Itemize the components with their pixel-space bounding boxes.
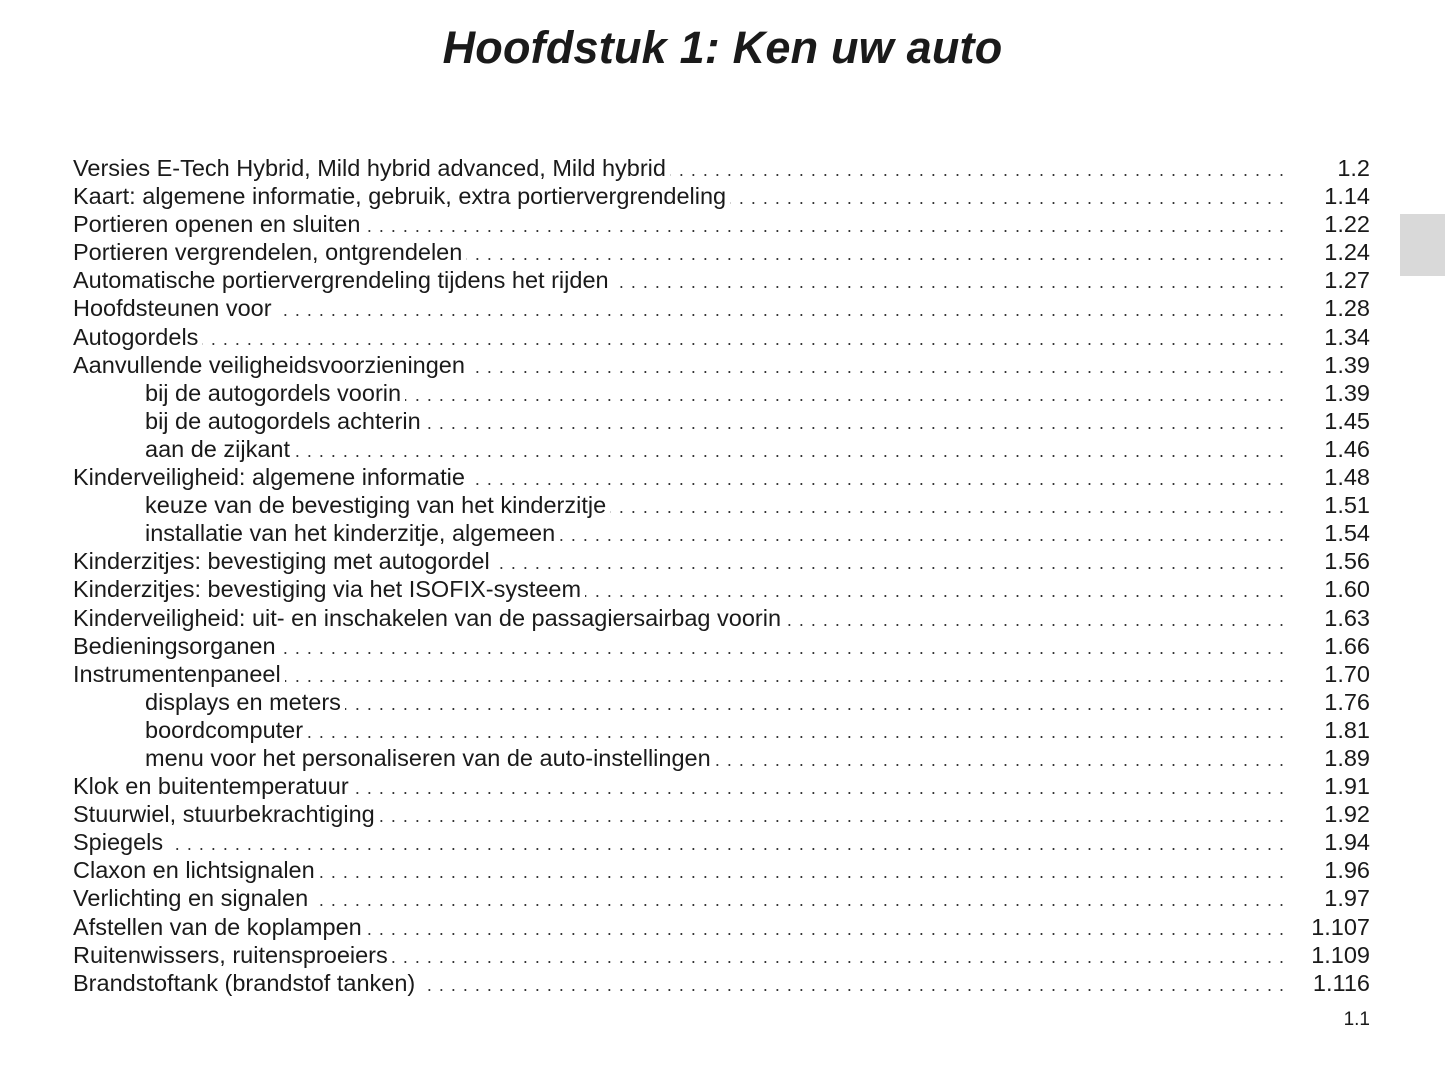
toc-entry-page: 1.76 — [1324, 688, 1370, 715]
toc-entry[interactable] — [73, 632, 1370, 660]
dot-leader — [285, 662, 1284, 690]
dot-leader — [353, 774, 1284, 802]
toc-subentry[interactable] — [73, 744, 1370, 772]
toc-entry-page: 1.91 — [1324, 773, 1370, 800]
toc-entry[interactable] — [73, 800, 1370, 828]
toc-entry[interactable] — [73, 941, 1370, 969]
dot-leader — [785, 606, 1284, 634]
toc-entry[interactable] — [73, 575, 1370, 603]
toc-entry-page: 1.51 — [1324, 492, 1370, 519]
toc-entry-label: boordcomputer — [145, 716, 304, 743]
toc-entry[interactable] — [73, 969, 1370, 997]
toc-entry-label: Instrumentenpaneel — [73, 660, 281, 687]
dot-leader — [294, 437, 1284, 465]
toc-entry-label: bij de autogordels achterin — [145, 407, 421, 434]
toc-entry-label: keuze van de bevestiging van het kinderzitje — [145, 492, 607, 519]
toc-entry-label: Kinderzitjes: bevestiging via het ISOFIX-systeem — [73, 576, 582, 603]
toc-entry-page: 1.81 — [1324, 716, 1370, 743]
toc-entry-label: Automatische portiervergrendeling tijdens het rijden — [73, 267, 609, 294]
toc-entry-label: Stuurwiel, stuurbekrachtiging — [73, 801, 375, 828]
toc-entry[interactable] — [73, 238, 1370, 266]
toc-entry-label: menu voor het personaliseren van de auto-instellingen — [145, 744, 711, 771]
toc-entry-label: installatie van het kinderzitje, algemeen — [145, 520, 556, 547]
toc-subentry[interactable] — [73, 435, 1370, 463]
toc-entry[interactable] — [73, 351, 1370, 379]
toc-entry-page: 1.14 — [1324, 183, 1370, 210]
toc-entry[interactable] — [73, 913, 1370, 941]
dot-leader — [425, 409, 1284, 437]
toc-entry-label: Portieren vergrendelen, ontgrendelen — [73, 239, 463, 266]
dot-leader — [276, 296, 1284, 324]
dot-leader — [494, 549, 1284, 577]
page-number: 1.1 — [1343, 1009, 1370, 1030]
dot-leader — [613, 268, 1284, 296]
toc-entry-page: 1.48 — [1324, 464, 1370, 491]
toc-entry-page: 1.39 — [1324, 379, 1370, 406]
toc-entry-label: Spiegels — [73, 829, 164, 856]
toc-subentry[interactable] — [73, 716, 1370, 744]
toc-entry-page: 1.24 — [1324, 239, 1370, 266]
toc-entry-page: 1.116 — [1312, 969, 1370, 996]
toc-entry-page: 1.63 — [1324, 604, 1370, 631]
dot-leader — [610, 493, 1284, 521]
dot-leader — [419, 971, 1284, 999]
dot-leader — [167, 830, 1284, 858]
toc-entry[interactable] — [73, 660, 1370, 688]
toc-entry-page: 1.34 — [1324, 323, 1370, 350]
dot-leader — [559, 521, 1284, 549]
toc-entry[interactable] — [73, 604, 1370, 632]
toc-entry-page: 1.45 — [1324, 407, 1370, 434]
toc-entry-label: Brandstoftank (brandstof tanken) — [73, 969, 416, 996]
toc-entry-page: 1.109 — [1311, 941, 1370, 968]
toc-entry[interactable] — [73, 182, 1370, 210]
toc-entry[interactable] — [73, 856, 1370, 884]
toc-entry-page: 1.28 — [1324, 295, 1370, 322]
toc-entry-page: 1.89 — [1324, 744, 1370, 771]
toc-entry-label: Kaart: algemene informatie, gebruik, extra portiervergrendeling — [73, 183, 727, 210]
toc-entry-page: 1.27 — [1324, 267, 1370, 294]
dot-leader — [670, 156, 1284, 184]
toc-entry[interactable] — [73, 210, 1370, 238]
toc-entry-label: Verlichting en signalen — [73, 885, 309, 912]
toc-subentry[interactable] — [73, 688, 1370, 716]
toc-entry-label: aan de zijkant — [145, 435, 291, 462]
toc-subentry[interactable] — [73, 491, 1370, 519]
toc-entry[interactable] — [73, 323, 1370, 351]
dot-leader — [364, 212, 1284, 240]
toc-entry-page: 1.2 — [1337, 155, 1370, 181]
toc-entry[interactable] — [73, 828, 1370, 856]
toc-entry[interactable] — [73, 294, 1370, 322]
dot-leader — [730, 184, 1284, 212]
toc-entry[interactable] — [73, 884, 1370, 912]
toc-entry-label: Bedieningsorganen — [73, 632, 276, 659]
dot-leader — [202, 325, 1284, 353]
toc-entry-page: 1.22 — [1324, 211, 1370, 238]
toc-entry-page: 1.60 — [1324, 576, 1370, 603]
toc-entry-page: 1.54 — [1324, 520, 1370, 547]
toc-entry-page: 1.56 — [1324, 548, 1370, 575]
chapter-side-tab — [1400, 214, 1445, 276]
toc-entry-label: Ruitenwissers, ruitensproeiers — [73, 941, 388, 968]
toc-entry-label: displays en meters — [145, 688, 341, 715]
toc-entry-page: 1.96 — [1324, 857, 1370, 884]
dot-leader — [466, 240, 1284, 268]
toc-subentry[interactable] — [73, 519, 1370, 547]
toc-entry-label: Aanvullende veiligheidsvoorzieningen — [73, 351, 465, 378]
dot-leader — [280, 634, 1284, 662]
toc-entry-label: Autogordels — [73, 323, 199, 350]
toc-entry-page: 1.66 — [1324, 632, 1370, 659]
dot-leader — [469, 353, 1284, 381]
toc-entry-label: Hoofdsteunen voor — [73, 295, 272, 322]
dot-leader — [319, 858, 1284, 886]
toc-entry[interactable] — [73, 266, 1370, 294]
toc-entry-page: 1.94 — [1324, 829, 1370, 856]
toc-entry-label: Kinderveiligheid: uit- en inschakelen van de passagiersairbag voorin — [73, 604, 782, 631]
toc-entry-page: 1.39 — [1324, 351, 1370, 378]
toc-entry-label: Kinderzitjes: bevestiging met autogordel — [73, 548, 490, 575]
chapter-title: Hoofdstuk 1: Ken uw auto — [442, 22, 1003, 73]
toc-entry-label: Klok en buitentemperatuur — [73, 773, 349, 800]
dot-leader — [307, 718, 1284, 746]
dot-leader — [405, 381, 1284, 409]
toc-entry-label: Afstellen van de koplampen — [73, 913, 362, 940]
toc-entry-page: 1.97 — [1324, 885, 1370, 912]
dot-leader — [585, 577, 1284, 605]
dot-leader — [312, 886, 1284, 914]
dot-leader — [366, 915, 1284, 943]
dot-leader — [379, 802, 1284, 830]
toc-entry[interactable] — [73, 154, 1370, 182]
toc-entry[interactable] — [73, 547, 1370, 575]
toc-entry-page: 1.107 — [1311, 913, 1370, 940]
toc-subentry[interactable] — [73, 379, 1370, 407]
toc-entry-page: 1.92 — [1324, 801, 1370, 828]
toc-entry-label: Kinderveiligheid: algemene informatie — [73, 464, 465, 491]
toc-entry-page: 1.46 — [1324, 435, 1370, 462]
table-of-contents — [73, 154, 1370, 997]
toc-entry-label: Claxon en lichtsignalen — [73, 857, 315, 884]
toc-entry[interactable] — [73, 463, 1370, 491]
dot-leader — [345, 690, 1284, 718]
toc-entry-label: Versies E-Tech Hybrid, Mild hybrid advanced, Mild hybrid — [73, 155, 666, 181]
toc-entry-label: bij de autogordels voorin — [145, 379, 402, 406]
toc-entry[interactable] — [73, 772, 1370, 800]
toc-entry-label: Portieren openen en sluiten — [73, 211, 361, 238]
dot-leader — [469, 465, 1284, 493]
toc-entry-page: 1.70 — [1324, 660, 1370, 687]
dot-leader — [392, 943, 1284, 971]
toc-subentry[interactable] — [73, 407, 1370, 435]
dot-leader — [715, 746, 1284, 774]
